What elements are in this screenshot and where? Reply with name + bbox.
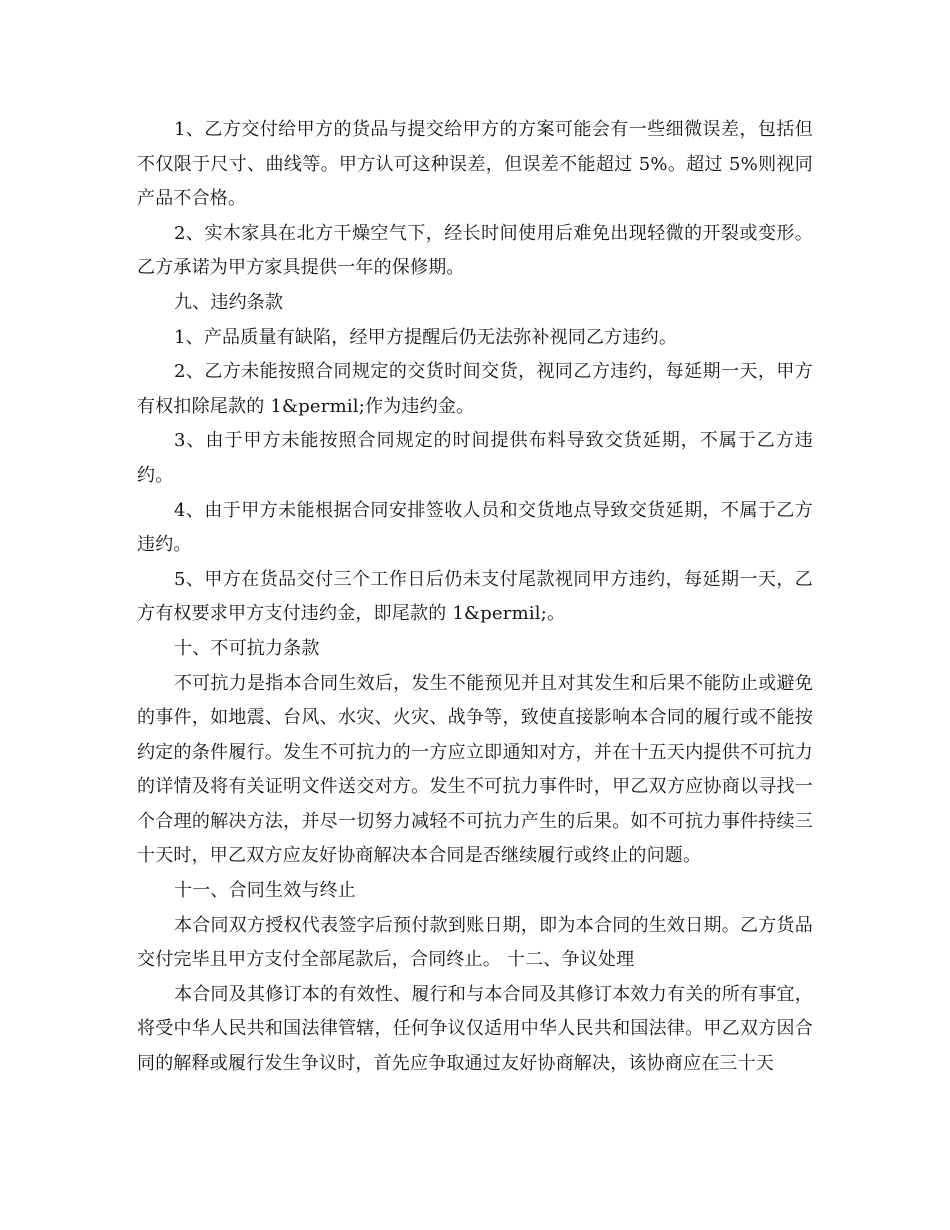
section-heading-breach: 九、违约条款 [174, 291, 284, 313]
paragraph-force-majeure: 不可抗力是指本合同生效后，发生不能预见并且对其发生和后果不能防止或避免的事件，如地震、台风、水灾、火灾、战争等，致使直接影响本合同的履行或不能按约定的条件履行。发生不可抗力的一方应立即通知对方，并在十五天内提供不可抗力的详情及将有关证明文件送交对方。发生不可抗力事件时，甲乙双方应协商以寻找一个合理的解决方法，并尽一切努力减轻不可抗力产生的后果。如不可抗力事件持续三十天时，甲乙双方应友好协商解决本合同是否继续履行或终止的问题。 [137, 672, 813, 867]
paragraph-effect-termination: 本合同双方授权代表签字后预付款到账日期，即为本合同的生效日期。乙方货品交付完毕且甲方支付全部尾款后，合同终止。 十二、争议处理 [137, 914, 813, 971]
section-heading-effect-termination: 十一、合同生效与终止 [174, 880, 356, 902]
paragraph-breach-2: 2、乙方未能按照合同规定的交货时间交货，视同乙方违约，每延期一天，甲方有权扣除尾款的 1&permil;作为违约金。 [137, 361, 813, 417]
section-heading-force-majeure: 十、不可抗力条款 [174, 637, 320, 659]
paragraph-dispute: 本合同及其修订本的有效性、履行和与本合同及其修订本效力有关的所有事宜，将受中华人民共和国法律管辖，任何争议仅适用中华人民共和国法律。甲乙双方因合同的解释或履行发生争议时，首先应争取通过友好协商解决，该协商应在三十天 [137, 983, 813, 1075]
paragraph-breach-3: 3、由于甲方未能按照合同规定的时间提供布料导致交货延期，不属于乙方违约。 [137, 430, 813, 486]
paragraph-breach-1: 1、产品质量有缺陷，经甲方提醒后仍无法弥补视同乙方违约。 [174, 326, 678, 348]
document-body [137, 113, 813, 1082]
paragraph-breach-4: 4、由于甲方未能根据合同安排签收人员和交货地点导致交货延期，不属于乙方违约。 [137, 499, 813, 556]
paragraph-breach-5: 5、甲方在货品交付三个工作日后仍未支付尾款视同甲方违约，每延期一天，乙方有权要求甲方支付违约金，即尾款的 1&permil;。 [137, 568, 813, 625]
paragraph-warranty: 2、实木家具在北方干燥空气下，经长时间使用后难免出现轻微的开裂或变形。乙方承诺为甲方家具提供一年的保修期。 [137, 222, 813, 279]
paragraph-quality-tolerance: 1、乙方交付给甲方的货品与提交给甲方的方案可能会有一些细微误差，包括但不仅限于尺寸、曲线等。甲方认可这种误差，但误差不能超过 5%。超过 5%则视同产品不合格。 [137, 119, 813, 210]
